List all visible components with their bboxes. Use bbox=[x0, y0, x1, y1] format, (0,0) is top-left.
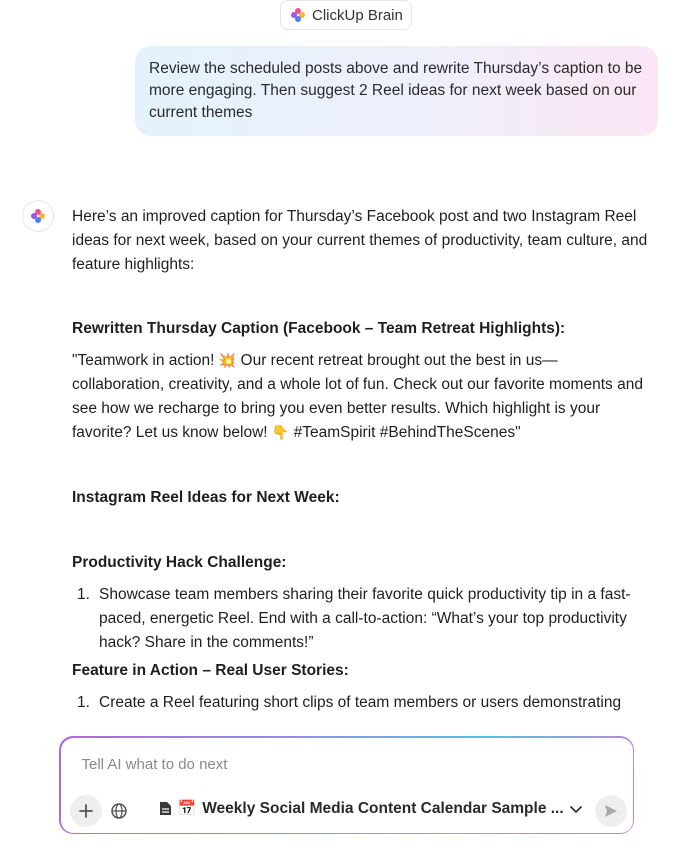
calendar-icon: 📅 bbox=[177, 800, 197, 817]
plus-icon bbox=[79, 804, 93, 818]
attached-doc-chip[interactable] bbox=[159, 800, 564, 818]
idea-2-number: 1. bbox=[77, 694, 90, 711]
collision-emoji-icon: 💥 bbox=[218, 352, 237, 368]
send-icon bbox=[603, 803, 619, 819]
caption-heading: Rewritten Thursday Caption (Facebook – Team Retreat Highlights): bbox=[72, 320, 566, 337]
send-button[interactable] bbox=[595, 795, 627, 827]
user-message-bubble bbox=[135, 46, 658, 136]
clickup-brain-logo-icon bbox=[290, 7, 306, 23]
pointing-down-emoji-icon: 👇 bbox=[271, 424, 290, 440]
composer-input[interactable]: Tell AI what to do next bbox=[81, 755, 228, 773]
globe-icon[interactable] bbox=[109, 801, 129, 821]
reel-ideas-heading: Instagram Reel Ideas for Next Week: bbox=[72, 489, 340, 506]
ai-composer bbox=[59, 736, 634, 834]
clickup-brain-label: ClickUp Brain bbox=[312, 6, 403, 24]
idea-2-list-item bbox=[72, 691, 632, 715]
idea-1-title: Productivity Hack Challenge: bbox=[72, 554, 287, 571]
caption-part-3: #TeamSpirit #BehindTheScenes" bbox=[289, 424, 521, 441]
caption-part-1: "Teamwork in action! bbox=[72, 352, 219, 369]
chevron-down-icon[interactable] bbox=[568, 801, 584, 817]
idea-1-list-item bbox=[72, 583, 632, 655]
idea-2-title: Feature in Action – Real User Stories: bbox=[72, 662, 349, 679]
add-attachment-button[interactable] bbox=[70, 795, 102, 827]
caption-part-2: Our recent retreat brought out the best in us—collaboration, creativity, and a whole lot of fun. Check out our favorite moments and see how we recharge to bring you even better results. Which highlight is your favorite? Let us know below! bbox=[72, 352, 643, 441]
ai-intro-text: Here’s an improved caption for Thursday’s Facebook post and two Instagram Reel ideas for next week, based on your current themes of productivity, team culture, and feature highlights: bbox=[72, 208, 648, 273]
composer-inner bbox=[61, 738, 633, 833]
attached-doc-label: Weekly Social Media Content Calendar Sample ... bbox=[202, 799, 564, 817]
clickup-brain-avatar-icon bbox=[30, 208, 46, 224]
document-icon bbox=[159, 801, 172, 816]
caption-text bbox=[72, 349, 647, 445]
idea-1-text: Showcase team members sharing their favorite quick productivity tip in a fast-paced, energetic Reel. End with a call-to-action: “What’s your top productivity hack? Share in the comments!” bbox=[99, 586, 631, 651]
idea-2-text: Create a Reel featuring short clips of team members or users demonstrating bbox=[99, 694, 622, 711]
user-message-text: Review the scheduled posts above and rewrite Thursday’s caption to be more engaging. Then suggest 2 Reel ideas for next week based on our current themes bbox=[149, 60, 643, 121]
ai-avatar bbox=[22, 200, 54, 232]
clickup-brain-pill[interactable] bbox=[280, 0, 412, 30]
idea-1-number: 1. bbox=[77, 586, 90, 603]
